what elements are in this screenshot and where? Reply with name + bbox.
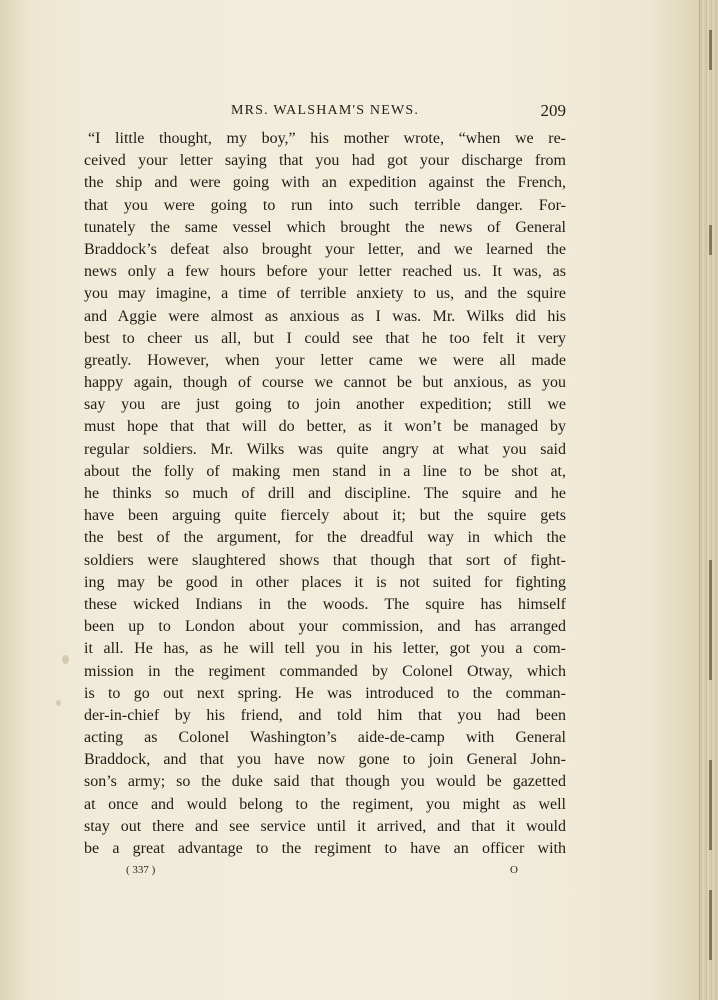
text-line: tunately the same vessel which brought the news of General bbox=[84, 218, 566, 236]
text-line: son’s army; so the duke said that though you would be gazetted bbox=[84, 773, 566, 791]
text-line: that you were going to run into such terrible danger. For- bbox=[84, 196, 566, 214]
page-number: 209 bbox=[540, 101, 566, 120]
text-line: the ship and were going with an expedition against the French, bbox=[84, 174, 566, 192]
text-line: about the folly of making men stand in a line to be shot at, bbox=[84, 462, 566, 480]
text-line: happy again, though of course we cannot be but anxious, as you bbox=[84, 374, 566, 392]
text-line: der-in-chief by his friend, and told him that you had been bbox=[84, 706, 566, 724]
edge-shadow bbox=[709, 760, 712, 850]
page-header bbox=[84, 101, 566, 123]
text-line: you may imagine, a time of terrible anxiety to us, and the squire bbox=[84, 285, 566, 303]
text-line: at once and would belong to the regiment, you might as well bbox=[84, 795, 566, 813]
text-line: “I little thought, my boy,” his mother wrote, “when we re- bbox=[88, 130, 566, 147]
text-line: it all. He has, as he will tell you in his letter, got you a com- bbox=[84, 640, 566, 658]
text-line: Braddock, and that you have now gone to join General John- bbox=[84, 751, 566, 769]
text-line: soldiers were slaughtered shows that though that sort of fight- bbox=[84, 551, 566, 569]
signature-mark: ( 337 ) bbox=[126, 864, 156, 876]
edge-shadow bbox=[709, 890, 712, 960]
text-line: ing may be good in other places it is not suited for fighting bbox=[84, 573, 566, 591]
text-line: stay out there and see service until it arrived, and that it would bbox=[84, 817, 566, 835]
edge-shadow bbox=[709, 30, 712, 70]
text-line: regular soldiers. Mr. Wilks was quite angry at what you said bbox=[84, 440, 566, 458]
text-line: say you are just going to join another expedition; still we bbox=[84, 396, 566, 414]
text-line: Braddock’s defeat also brought your letter, and we learned the bbox=[84, 240, 566, 258]
text-line: have been arguing quite fiercely about it; but the squire gets bbox=[84, 507, 566, 525]
text-line: best to cheer us all, but I could see that he too felt it very bbox=[84, 329, 566, 347]
text-line: the best of the argument, for the dreadful way in which the bbox=[84, 529, 566, 547]
text-line: news only a few hours before your letter reached us. It was, as bbox=[84, 263, 566, 281]
page-footer bbox=[126, 864, 518, 880]
text-line: be a great advantage to the regiment to have an officer with bbox=[84, 840, 566, 857]
edge-shadow bbox=[709, 560, 712, 680]
text-line: ceived your letter saying that you had got your discharge from bbox=[84, 152, 566, 170]
running-head: MRS. WALSHAM'S NEWS. bbox=[231, 103, 420, 118]
text-line: mission in the regiment commanded by Colonel Otway, which bbox=[84, 662, 566, 680]
text-line: is to go out next spring. He was introduced to the comman- bbox=[84, 684, 566, 702]
text-line: he thinks so much of drill and discipline. The squire and he bbox=[84, 485, 566, 502]
text-line: acting as Colonel Washington’s aide-de-camp with General bbox=[84, 729, 566, 747]
text-line: these wicked Indians in the woods. The squire has himself bbox=[84, 595, 566, 613]
ink-smudge bbox=[62, 655, 69, 664]
ink-smudge bbox=[56, 700, 61, 706]
text-line: greatly. However, when your letter came we were all made bbox=[84, 351, 566, 369]
body-text bbox=[84, 128, 566, 860]
text-line: been up to London about your commission, and has arranged bbox=[84, 618, 566, 636]
text-line: must hope that that will do better, as it won’t be managed by bbox=[84, 418, 566, 436]
edge-shadow bbox=[709, 225, 712, 255]
book-edge bbox=[699, 0, 718, 1000]
text-line: and Aggie were almost as anxious as I was. Mr. Wilks did his bbox=[84, 307, 566, 325]
signature-letter: O bbox=[510, 864, 518, 876]
